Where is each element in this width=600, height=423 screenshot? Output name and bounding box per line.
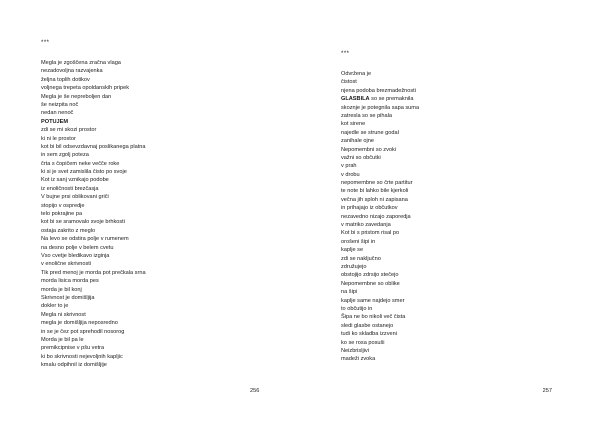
right-page	[300, 0, 600, 423]
poem-line: madeži zvoka	[341, 356, 376, 363]
poem-line: in prihajajo iz občutkov	[341, 205, 398, 212]
poem-line: njena podoba brezmadežnosti	[341, 87, 416, 94]
poem-line: zdi se mi skozi prostor	[41, 127, 97, 134]
poem-line: Megla je še nepreboljen dan	[41, 93, 112, 100]
page-number: 257	[542, 388, 552, 394]
section-separator: ***	[341, 51, 350, 57]
poem-line: na desno polje v belem cvetu	[41, 244, 114, 251]
poem-line: Megla je zgoščena zračna vlaga	[41, 60, 121, 66]
poem-line: V bujne prsi oblikovani griči	[41, 194, 109, 201]
poem-line: zanihale ojne	[341, 138, 374, 145]
poem-line: obstojijo zdrsijo stečejo	[341, 272, 399, 279]
poem-line: Tik pred menoj je morda pot prečkala srna	[41, 269, 146, 276]
poem-line: in sem zgolj poteza	[41, 152, 89, 159]
poem-line: večna jih sploh ni zapisana	[341, 196, 408, 203]
poem-line: še neizpita noč	[41, 101, 79, 108]
poem-line: važni so občutki	[341, 154, 381, 161]
poem-line: kot sirene	[341, 121, 366, 128]
poem-right	[341, 70, 419, 364]
poem-line: kot bi bil odsevzdavnaj poslikanega platna	[41, 143, 146, 150]
poem-line: v matriko zavedanja	[341, 222, 391, 229]
poem-line: to občutijo in	[341, 305, 373, 312]
poem-line: zdi se naključno	[341, 255, 381, 262]
poem-line: ostaja zakrito z meglo	[41, 227, 96, 234]
poem-line: Neizbrisljivi	[341, 347, 369, 354]
poem-line: nedan nenoč	[41, 110, 74, 117]
poem-line-rest: so se premaknila	[369, 96, 414, 103]
poem-line: ki ni le prostor	[41, 135, 76, 142]
poem-line: nepomembne so črte partitur	[341, 180, 413, 187]
poem-line: dokler to je	[41, 303, 69, 310]
poem-line: iz enoličnosti brezčasja	[41, 185, 99, 192]
poem-line: črta s čopičem neke večče roke	[41, 160, 120, 167]
poem-line-emphasis: GLASBILA	[341, 96, 370, 103]
poem-line: Nepomembni so zvoki	[341, 146, 397, 153]
poem-line: nezavedno nizajo zaporedja	[341, 213, 411, 220]
poem-line: tudi ko skladba izzveni	[341, 331, 397, 338]
poem-line: in se je čez pot sprehodil nosorog	[41, 328, 125, 335]
poem-line: združujejo	[341, 263, 367, 270]
poem-line: premikcipnise v pšu vetra	[41, 345, 105, 352]
poem-line: Šipa ne bo nikoli več čista	[341, 314, 406, 321]
poem-line: nezadovoljna razvajenka	[41, 68, 103, 75]
poem-line: v enolične skrivnosti	[41, 261, 92, 268]
poem-left	[41, 59, 146, 369]
poem-line: voljnega trepeta opoldanskih pripek	[41, 85, 130, 92]
poem-line: v prah	[341, 163, 357, 170]
poem-line: željna toplih dotikov	[41, 76, 90, 83]
poem-line: Na levo se odstira polje v rumenem	[41, 236, 129, 243]
poem-line: orošeni šipi in	[341, 238, 376, 245]
poem-line: na šipi	[341, 289, 358, 296]
poem-line: Morda je bil pa le	[41, 336, 84, 343]
poem-line: Kot iz sanj vznikajo podobe	[41, 177, 109, 184]
poem-line: skoznje je potegnila sapa suma	[341, 104, 420, 111]
poem-line: najedle se strune godal	[341, 129, 399, 136]
poem-line: ki si je svet zamislila čisto po svoje	[41, 169, 127, 176]
poem-line: zatresla so se pihala	[341, 112, 392, 119]
poem-line: Kot bi s pristom risal po	[341, 230, 400, 237]
poem-line: v drobu	[341, 171, 360, 178]
section-separator: ***	[41, 40, 50, 46]
poem-line: telo pokrajine pa	[41, 211, 83, 218]
poem-line: Nepomembne so oblike	[341, 280, 400, 287]
poem-line: Megla ni skrivnost	[41, 311, 86, 318]
poem-line: ki bo skrivnosti nejevoljnih kapljic	[41, 353, 123, 360]
poem-line: čistost	[341, 79, 357, 86]
poem-line: ko se rosa posuši	[341, 339, 385, 346]
poem-line: POTUJEM	[41, 118, 69, 125]
poem-line: Odvržena je	[341, 71, 372, 77]
poem-line: megla je domišljija neposredno	[41, 320, 118, 327]
poem-line: sledi glasbe ostanejo	[341, 322, 394, 329]
poem-line: morda je bil konj	[41, 286, 82, 293]
poem-line: morda lisica morda pes	[41, 278, 99, 285]
poem-line: Skrivnost je domišljija	[41, 294, 95, 301]
poem-line: kaplje same najdejo smer	[341, 297, 405, 304]
poem-line: kaplje se	[341, 247, 364, 254]
poem-line: kmalu odpihnil iz domišljije	[41, 362, 107, 369]
page-number: 256	[250, 388, 260, 394]
poem-line: kot bi se sramovalo svoje brhkosti	[41, 219, 125, 226]
poem-line: te note bi lahko bile kjerkoli	[341, 188, 409, 195]
poem-line: stopijo v ospredje	[41, 202, 85, 209]
poem-line: Vso cvetje bledikavo izginja	[41, 252, 110, 259]
poem-line	[341, 95, 419, 103]
